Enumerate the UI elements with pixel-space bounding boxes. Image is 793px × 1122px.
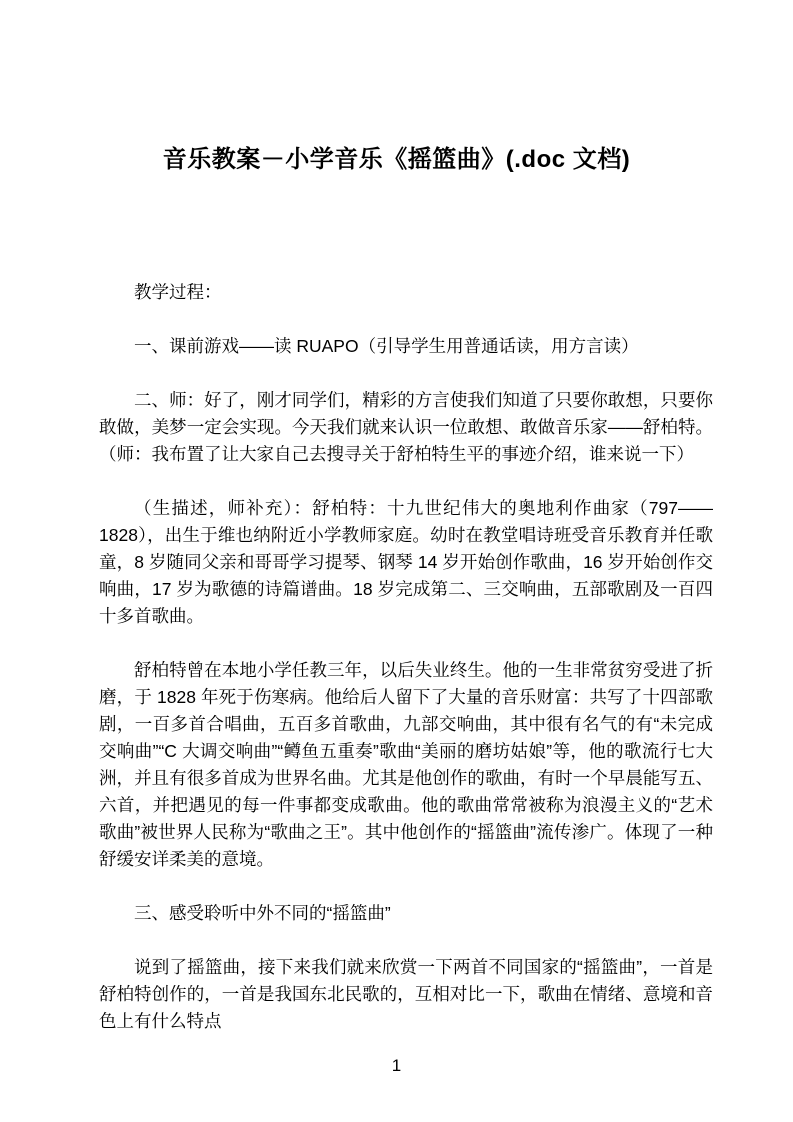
para-lullaby-compare: 说到了摇篮曲，接下来我们就来欣赏一下两首不同国家的“摇篮曲”，一首是舒柏特创作的，一首是我国东北民歌的，互相对比一下，歌曲在情绪、意境和音色上有什么特点 — [99, 957, 713, 1031]
para-section-three-heading: 三、感受聆听中外不同的“摇篮曲” — [134, 903, 391, 923]
para-schubert-bio-2: 舒柏特曾在本地小学任教三年，以后失业终生。他的一生非常贫穷受进了折磨，于 1828 年死于伤寒病。他给后人留下了大量的音乐财富：共写了十四部歌剧，一百多首合唱曲，五百多首歌曲，九部交响曲，其中很有名气的有“未完成交响曲”“C 大调交响曲”“鳟鱼五重奏”歌曲“美丽的磨坊姑娘”等，他的歌流行七大洲，并且有很多首成为世界名曲。尤其是他创作的歌曲，有时一个早晨能写五、六首，并把遇见的每一件事都变成歌曲。他的歌曲常常被称为浪漫主义的“艺术歌曲”被世界人民称为“歌曲之王”。其中他创作的“摇篮曲”流传渗广。体现了一种舒缓安详柔美的意境。 — [99, 660, 713, 869]
page-title: 音乐教案－小学音乐《摇篮曲》(.doc 文档) — [162, 146, 631, 173]
page-number: 1 — [391, 1056, 402, 1075]
para-schubert-bio-1: （生描述，师补充）：舒柏特：十九世纪伟大的奥地利作曲家（797——1828），出生于维也纳附近小学教师家庭。幼时在教堂唱诗班受音乐教育并任歌童，8 岁随同父亲和哥哥学习提琴、钢琴 14 岁开始创作歌曲，16 岁开始创作交响曲，17 岁为歌德的诗篇谱曲。18 岁完成第二、三交响曲，五部歌剧及一百四十多首歌曲。 — [99, 498, 713, 626]
para-pre-class-game: 一、课前游戏——读 RUAPO（引导学生用普通话读，用方言读） — [134, 336, 639, 356]
document-body — [99, 279, 713, 1035]
para-teacher-intro: 二、师：好了，刚才同学们，精彩的方言使我们知道了只要你敢想，只要你敢做，美梦一定会实现。今天我们就来认识一位敢想、敢做音乐家——舒柏特。（师：我布置了让大家自己去搜寻关于舒柏特生平的事迹介绍，谁来说一下） — [99, 390, 713, 464]
para-teaching-process: 教学过程： — [134, 282, 222, 302]
